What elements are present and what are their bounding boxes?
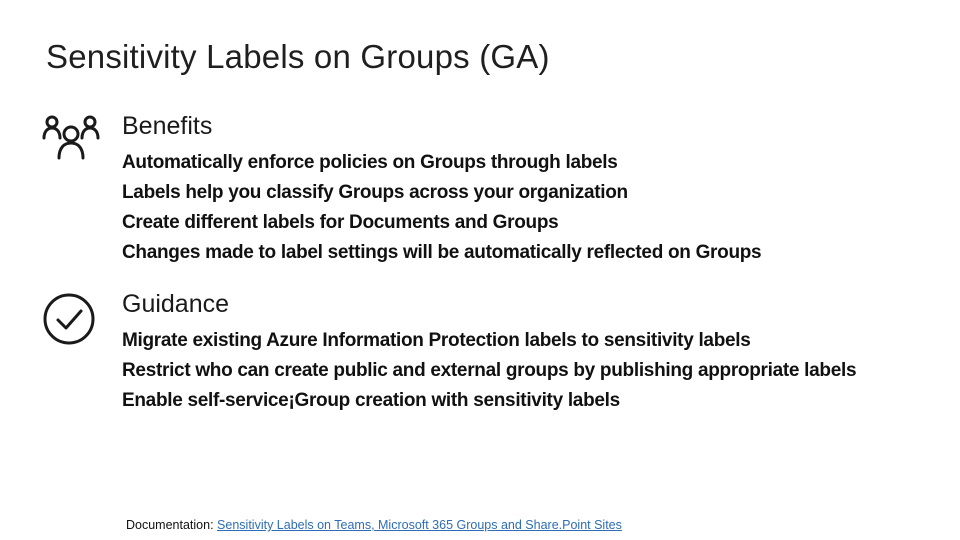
list-item: Labels help you classify Groups across your organization (122, 182, 628, 203)
documentation-label: Documentation: (126, 518, 214, 532)
guidance-list (122, 326, 856, 416)
list-item: Create different labels for Documents and Groups (122, 212, 559, 233)
list-item: Enable self-service¡Group creation with sensitivity labels (122, 390, 620, 411)
documentation-footer (126, 518, 622, 532)
list-item: Changes made to label settings will be automatically reflected on Groups (122, 242, 762, 263)
checkmark-circle-icon (40, 290, 102, 352)
list-item: Automatically enforce policies on Groups through labels (122, 152, 618, 173)
list-item: Restrict who can create public and external groups by publishing appropriate labels (122, 360, 857, 381)
benefits-heading: Benefits (122, 112, 213, 140)
guidance-heading: Guidance (122, 290, 230, 318)
page-title: Sensitivity Labels on Groups (GA) (46, 38, 550, 75)
benefits-list (122, 148, 761, 268)
list-item: Migrate existing Azure Information Protection labels to sensitivity labels (122, 330, 751, 351)
documentation-link[interactable]: Sensitivity Labels on Teams, Microsoft 365 Groups and Share.Point Sites (217, 518, 622, 532)
people-group-icon (40, 114, 102, 176)
